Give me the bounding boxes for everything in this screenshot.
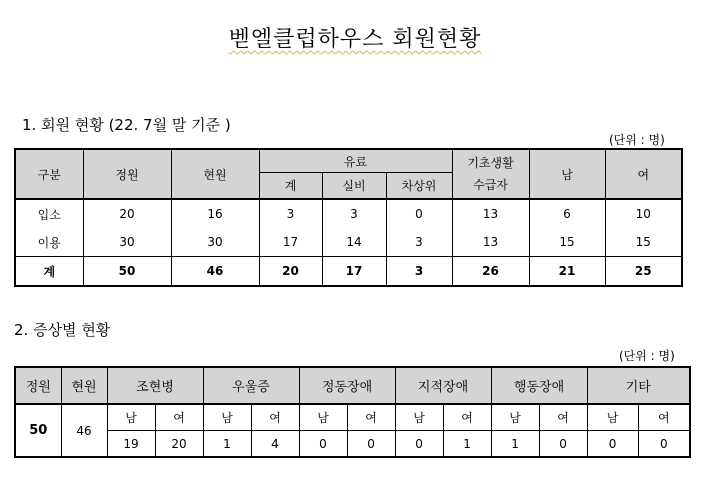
table-row bbox=[15, 228, 682, 257]
header-intellectual-disability: 지적장애 bbox=[395, 367, 491, 404]
cell: 30 bbox=[171, 228, 259, 257]
cell: 20 bbox=[83, 199, 171, 228]
header-depression: 우울증 bbox=[203, 367, 299, 404]
total-row bbox=[15, 257, 682, 287]
cell: 3 bbox=[322, 199, 386, 228]
header-paid-total: 계 bbox=[259, 173, 322, 200]
cell: 0 bbox=[395, 431, 443, 458]
header-current: 현원 bbox=[61, 367, 107, 404]
cell: 1 bbox=[443, 431, 491, 458]
cell: 0 bbox=[386, 199, 452, 228]
sex-label-row bbox=[15, 404, 690, 431]
count-row bbox=[15, 431, 690, 458]
cell: 26 bbox=[452, 257, 529, 287]
symptom-status-table bbox=[14, 366, 691, 458]
cell: 0 bbox=[347, 431, 395, 458]
row-label: 이용 bbox=[15, 228, 83, 257]
cell: 3 bbox=[386, 257, 452, 287]
cell: 3 bbox=[386, 228, 452, 257]
cell: 15 bbox=[605, 228, 682, 257]
cell: 0 bbox=[299, 431, 347, 458]
female-label: 여 bbox=[155, 404, 203, 431]
cell: 46 bbox=[171, 257, 259, 287]
cell: 15 bbox=[529, 228, 605, 257]
male-label: 남 bbox=[299, 404, 347, 431]
header-behavioral-disorder: 행동장애 bbox=[491, 367, 587, 404]
header-quota: 정원 bbox=[83, 149, 171, 199]
cell: 0 bbox=[638, 431, 690, 458]
cell: 20 bbox=[155, 431, 203, 458]
current-value: 46 bbox=[61, 404, 107, 457]
cell: 20 bbox=[259, 257, 322, 287]
header-quota: 정원 bbox=[15, 367, 61, 404]
cell: 19 bbox=[107, 431, 155, 458]
header-paid-actual-cost: 실비 bbox=[322, 173, 386, 200]
quota-value: 50 bbox=[15, 404, 61, 457]
cell: 17 bbox=[322, 257, 386, 287]
cell: 0 bbox=[539, 431, 587, 458]
cell: 13 bbox=[452, 199, 529, 228]
cell: 21 bbox=[529, 257, 605, 287]
cell: 25 bbox=[605, 257, 682, 287]
cell: 30 bbox=[83, 228, 171, 257]
male-label: 남 bbox=[395, 404, 443, 431]
female-label: 여 bbox=[251, 404, 299, 431]
cell: 14 bbox=[322, 228, 386, 257]
cell: 4 bbox=[251, 431, 299, 458]
female-label: 여 bbox=[638, 404, 690, 431]
male-label: 남 bbox=[587, 404, 638, 431]
page-title: 벧엘클럽하우스 회원현황 bbox=[228, 27, 482, 52]
cell: 10 bbox=[605, 199, 682, 228]
header-paid: 유료 bbox=[259, 149, 452, 173]
header-schizophrenia: 조현병 bbox=[107, 367, 203, 404]
section2-unit: (단위 : 명) bbox=[619, 349, 675, 363]
header-row bbox=[15, 367, 690, 404]
cell: 50 bbox=[83, 257, 171, 287]
male-label: 남 bbox=[491, 404, 539, 431]
male-label: 남 bbox=[107, 404, 155, 431]
cell: 1 bbox=[491, 431, 539, 458]
table-row bbox=[15, 199, 682, 228]
cell: 17 bbox=[259, 228, 322, 257]
cell: 1 bbox=[203, 431, 251, 458]
header-female: 여 bbox=[605, 149, 682, 199]
header-other: 기타 bbox=[587, 367, 690, 404]
section1-unit: (단위 : 명) bbox=[609, 133, 665, 147]
female-label: 여 bbox=[539, 404, 587, 431]
header-category: 구분 bbox=[15, 149, 83, 199]
cell: 6 bbox=[529, 199, 605, 228]
cell: 16 bbox=[171, 199, 259, 228]
member-status-table bbox=[14, 148, 683, 287]
cell: 13 bbox=[452, 228, 529, 257]
row-label: 계 bbox=[15, 257, 83, 287]
header-paid-near-poverty: 차상위 bbox=[386, 173, 452, 200]
female-label: 여 bbox=[443, 404, 491, 431]
header-current: 현원 bbox=[171, 149, 259, 199]
cell: 0 bbox=[587, 431, 638, 458]
row-label: 입소 bbox=[15, 199, 83, 228]
header-mood-disorder: 정동장애 bbox=[299, 367, 395, 404]
header-male: 남 bbox=[529, 149, 605, 199]
cell: 3 bbox=[259, 199, 322, 228]
section2-heading: 2. 증상별 현황 bbox=[14, 321, 111, 339]
male-label: 남 bbox=[203, 404, 251, 431]
female-label: 여 bbox=[347, 404, 395, 431]
header-basic-livelihood: 기초생활 수급자 bbox=[452, 149, 529, 199]
section1-heading: 1. 회원 현황 (22. 7월 말 기준 ) bbox=[22, 116, 231, 134]
